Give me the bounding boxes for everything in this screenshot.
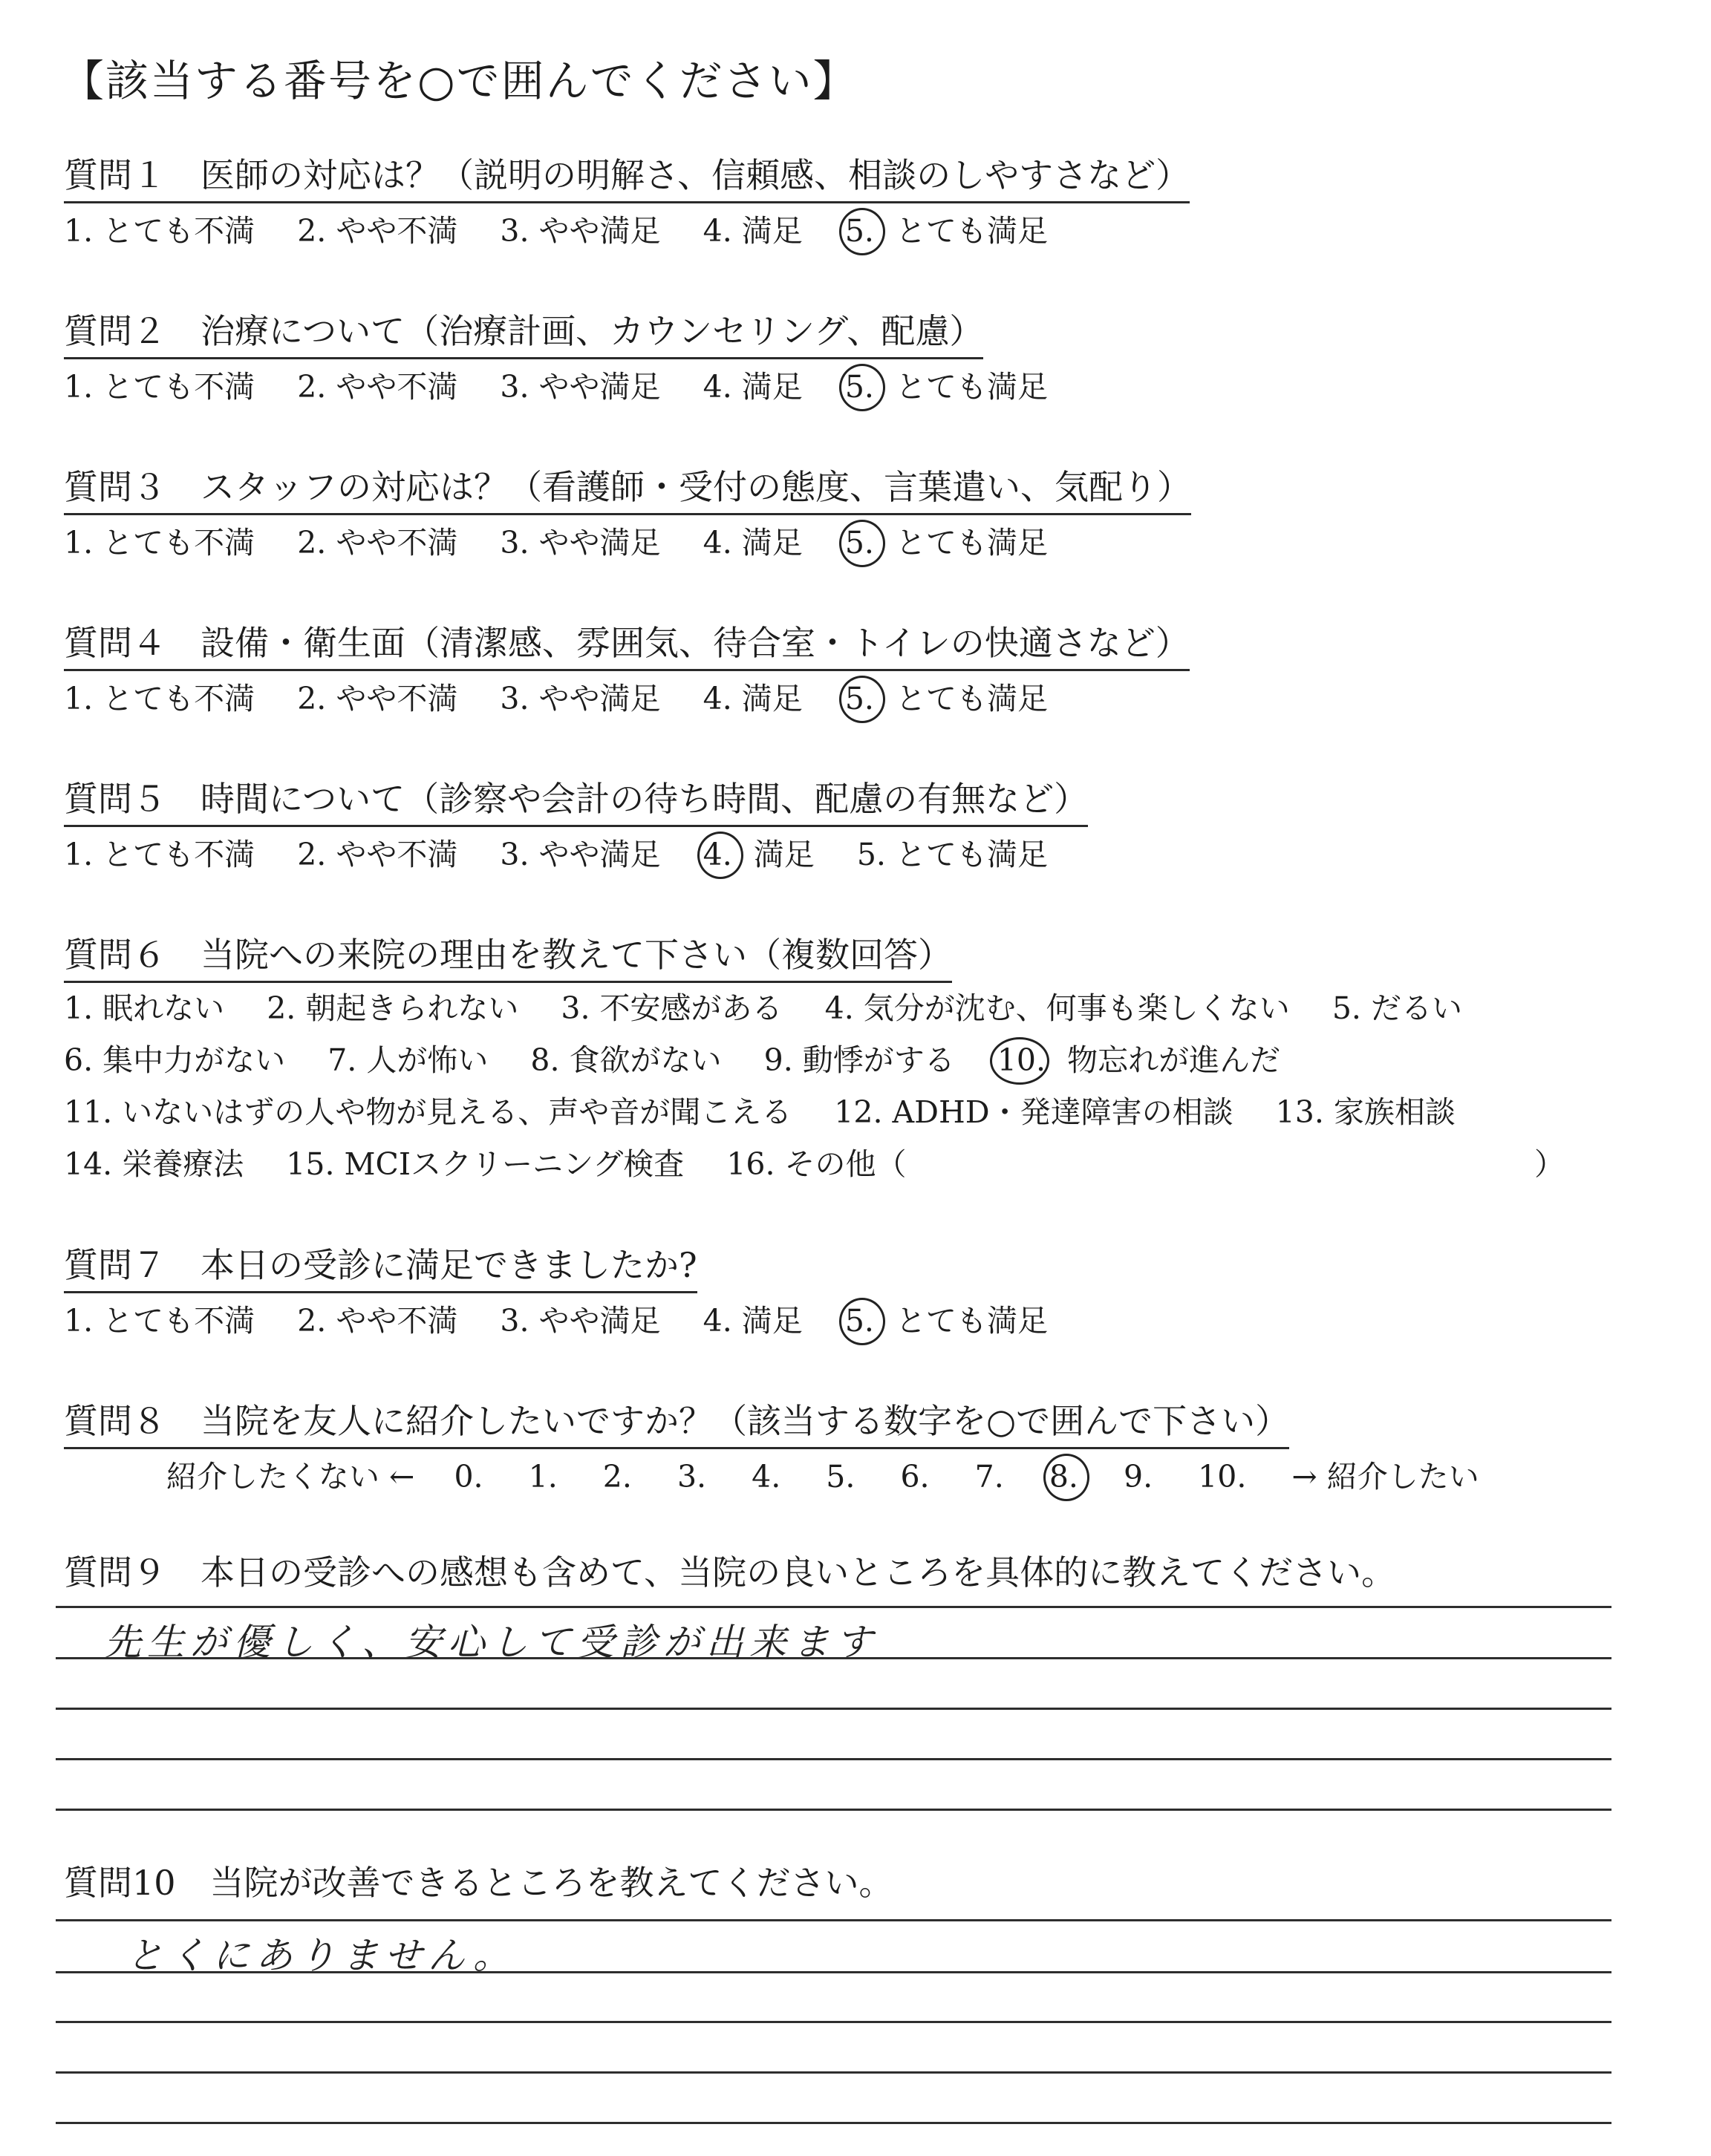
q8-title: 質問８ 当院を友人に紹介したいですか？（該当する数字を○で囲んで下さい）: [64, 1394, 1289, 1449]
q6-option-13[interactable]: 13. 家族相談: [1275, 1094, 1456, 1130]
q2-options: [64, 362, 1081, 406]
q8-scale-right-label: → 紹介したい: [1291, 1459, 1479, 1494]
q4-option-3[interactable]: 3. やや満足: [500, 681, 661, 716]
q3-option-4[interactable]: 4. 満足: [703, 525, 803, 561]
q6-option-12[interactable]: 12. ADHD・発達障害の相談: [834, 1094, 1233, 1130]
q2-option-2[interactable]: 2. やや不満: [297, 369, 458, 405]
q4-title: 質問４ 設備・衛生面（清潔感、雰囲気、待合室・トイレの快適さなど）: [64, 616, 1190, 671]
q7-option-5-selected[interactable]: 5.: [844, 1303, 874, 1339]
q6-options-row4: [64, 1140, 1565, 1183]
q6-other-close-paren: ）: [1534, 1146, 1565, 1182]
q7-option-1[interactable]: 1. とても不満: [64, 1303, 255, 1339]
q3-option-3[interactable]: 3. やや満足: [500, 525, 661, 561]
q9-answer-line-5: [56, 1809, 1611, 1811]
q3-option-1[interactable]: 1. とても不満: [64, 525, 255, 561]
q2-option-4[interactable]: 4. 満足: [703, 369, 803, 405]
q7-option-2[interactable]: 2. やや不満: [297, 1303, 458, 1339]
q8-score-4[interactable]: 4.: [752, 1459, 781, 1494]
q7-option-5-label: とても満足: [895, 1303, 1048, 1339]
q8-score-9[interactable]: 9.: [1123, 1459, 1153, 1494]
q5-option-3[interactable]: 3. やや満足: [500, 837, 661, 872]
q7-options: [64, 1296, 1081, 1340]
q8-score-3[interactable]: 3.: [677, 1459, 707, 1494]
q8-scale-left-label: 紹介したくない ←: [166, 1459, 415, 1494]
q2-title: 質問２ 治療について（治療計画、カウンセリング、配慮）: [64, 304, 983, 359]
q6-option-3[interactable]: 3. 不安感がある: [561, 990, 783, 1026]
q6-option-7[interactable]: 7. 人が怖い: [327, 1042, 489, 1078]
q8-score-5[interactable]: 5.: [826, 1459, 856, 1494]
q1-option-1[interactable]: 1. とても不満: [64, 213, 255, 249]
q3-option-2[interactable]: 2. やや不満: [297, 525, 458, 561]
q7-option-3[interactable]: 3. やや満足: [500, 1303, 661, 1339]
q5-option-2[interactable]: 2. やや不満: [297, 837, 458, 872]
q6-option-15[interactable]: 15. MCIスクリーニング検査: [286, 1146, 685, 1182]
q1-option-4[interactable]: 4. 満足: [703, 213, 803, 249]
q10-answer-line-1: [56, 1919, 1611, 1921]
q6-option-4[interactable]: 4. 気分が沈む、何事も楽しくない: [824, 990, 1290, 1026]
q6-options-row3: [64, 1088, 1488, 1131]
q4-option-5-label: とても満足: [895, 681, 1048, 716]
q6-option-2[interactable]: 2. 朝起きられない: [267, 990, 519, 1026]
q10-answer-line-2: [56, 1971, 1611, 1973]
q8-score-1[interactable]: 1.: [528, 1459, 558, 1494]
q6-options-row1: [64, 984, 1495, 1028]
q10-title: 質問10 当院が改善できるところを教えてください。: [64, 1863, 893, 1903]
q1-option-3[interactable]: 3. やや満足: [500, 213, 661, 249]
q4-options: [64, 674, 1081, 718]
q6-option-8[interactable]: 8. 食欲がない: [530, 1042, 722, 1078]
q8-score-0[interactable]: 0.: [454, 1459, 483, 1494]
q10-answer-line-5: [56, 2122, 1611, 2124]
q4-option-5-selected[interactable]: 5.: [844, 681, 874, 716]
q6-option-10-label: 物忘れが進んだ: [1067, 1042, 1281, 1078]
q3-option-5-selected[interactable]: 5.: [844, 525, 874, 561]
q4-option-2[interactable]: 2. やや不満: [297, 681, 458, 716]
q8-score-2[interactable]: 2.: [602, 1459, 632, 1494]
q6-options-row2: [64, 1036, 1313, 1079]
page-heading: 【該当する番号を○で囲んでください】: [61, 56, 858, 106]
q9-handwritten-answer[interactable]: 先生が優しく、安心して受診が出来ます: [104, 1621, 879, 1664]
q6-option-6[interactable]: 6. 集中力がない: [64, 1042, 286, 1078]
q1-option-5-selected[interactable]: 5.: [844, 213, 874, 249]
q8-score-10[interactable]: 10.: [1198, 1459, 1247, 1494]
q6-option-1[interactable]: 1. 眠れない: [64, 990, 225, 1026]
q5-title: 質問５ 時間について（診察や会計の待ち時間、配慮の有無など）: [64, 772, 1088, 827]
q8-score-6[interactable]: 6.: [900, 1459, 930, 1494]
q6-option-11[interactable]: 11. いないはずの人や物が見える、声や音が聞こえる: [64, 1094, 792, 1130]
q3-option-5-label: とても満足: [895, 525, 1048, 561]
q10-answer-line-4: [56, 2071, 1611, 2074]
q6-title: 質問６ 当院への来院の理由を教えて下さい（複数回答）: [64, 928, 952, 983]
q5-option-1[interactable]: 1. とても不満: [64, 837, 255, 872]
q1-options: [64, 206, 1081, 250]
q4-option-4[interactable]: 4. 満足: [703, 681, 803, 716]
q5-options: [64, 830, 1081, 874]
q8-scale: [166, 1452, 1515, 1496]
q10-handwritten-answer[interactable]: とくにありません。: [126, 1934, 516, 1977]
q6-option-5[interactable]: 5. だるい: [1332, 990, 1462, 1026]
q9-answer-line-1: [56, 1606, 1611, 1608]
q9-answer-line-2: [56, 1657, 1611, 1659]
q2-option-3[interactable]: 3. やや満足: [500, 369, 661, 405]
q1-title: 質問１ 医師の対応は？（説明の明解さ、信頼感、相談のしやすさなど）: [64, 148, 1190, 203]
q2-option-5-selected[interactable]: 5.: [844, 369, 874, 405]
q5-option-4-selected[interactable]: 4.: [703, 837, 732, 872]
q9-title: 質問９ 本日の受診への感想も含めて、当院の良いところを具体的に教えてください。: [64, 1552, 1396, 1592]
q6-option-10-selected[interactable]: 10.: [997, 1042, 1046, 1078]
q5-option-5[interactable]: 5. とても満足: [856, 837, 1048, 872]
q3-options: [64, 518, 1081, 562]
q5-option-4-label: 満足: [753, 837, 815, 872]
q8-score-7[interactable]: 7.: [974, 1459, 1004, 1494]
q2-option-5-label: とても満足: [895, 369, 1048, 405]
q7-option-4[interactable]: 4. 満足: [703, 1303, 803, 1339]
q3-title: 質問３ スタッフの対応は？（看護師・受付の態度、言葉遣い、気配り）: [64, 460, 1191, 515]
q9-answer-line-4: [56, 1758, 1611, 1760]
q7-title: 質問７ 本日の受診に満足できましたか?: [64, 1238, 697, 1293]
q6-option-14[interactable]: 14. 栄養療法: [64, 1146, 244, 1182]
q8-score-8-selected[interactable]: 8.: [1049, 1459, 1078, 1494]
q10-answer-line-3: [56, 2021, 1611, 2023]
q2-option-1[interactable]: 1. とても不満: [64, 369, 255, 405]
q1-option-5-label: とても満足: [895, 213, 1048, 249]
q6-option-16[interactable]: 16. その他（: [726, 1146, 907, 1182]
q6-option-9[interactable]: 9. 動悸がする: [763, 1042, 955, 1078]
q9-answer-line-3: [56, 1708, 1611, 1710]
q4-option-1[interactable]: 1. とても不満: [64, 681, 255, 716]
q1-option-2[interactable]: 2. やや不満: [297, 213, 458, 249]
